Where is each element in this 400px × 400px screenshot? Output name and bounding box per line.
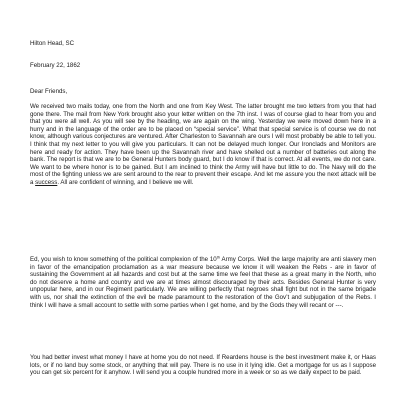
paragraph-2-text-b: Army Corps. Well the large majority are anti slavery men in favor of the emancipation proclamation as a war measure because we know it will weaken the Rebs - are in favor of sustaining the Government at all hazards and cost but at the same time we feel that these as a great many in the North, who do not deserve a home and country and we are at times almost discouraged by their acts. Besides General Hunter is very unpopular here, and in our Regiment particularly. We are willing perfectly that negroes shall fight but not in the same brigade with us, nor shall the extinction of the evil be made paramount to the restoration of the Gov’t and subjugation of the Rebs. I think I will have a small account to settle with some parties when I get home, and by the Gods they will recant or ---. — [30, 256, 376, 309]
letter-date: February 22, 1862 — [30, 62, 81, 69]
ordinal-suffix: th — [216, 254, 221, 260]
paragraph-2 — [30, 256, 376, 309]
paragraph-3: You had better invest what money I have at home you do not need. If Reardens house is the best investment make it, or Haas lots, or if no land buy some stock, or anything that will pay. There is no use in it lying idle. Get a mortgage for us as I suppose you can get six percent for it anyhow. I will send you a couple hundred more in a week or so as we daily expect to be paid. — [30, 354, 376, 377]
letter-place: Hilton Head, SC — [30, 40, 75, 47]
paragraph-1 — [30, 103, 376, 187]
letter-salutation: Dear Friends, — [30, 88, 68, 95]
underlined-word: success — [35, 178, 58, 186]
paragraph-2-text-a: Ed, you wish to know something of the political complexion of the 10 — [30, 256, 217, 263]
paragraph-1-text-a: We received two mails today, one from the North and one from Key West. The latter brought me two letters from you that had gone there. The mail from New York brought also your letter written on the 7th inst. I was of course glad to hear from you and that you were all well. As you will see by the heading, we are again on the wing. Yesterday we were moved down here in a hurry and in the language of the order are to be placed on “special service”. What that special service is of course we do not know, although various conjectures are ventured. After Charleston to Savannah are ours I will most probably be able to tell you. I think that my next letter to you will give you particulars. It can not be delayed much longer. Our Ironclads and Monitors are here and ready for action. They have been up the Savannah river and have shelled out a number of batteries out along the bank. The report is that we are to be General Hunters body guard, but I do know if that is correct. At all events, we do not care. We want to be where honor is to be gained. But I am inclined to think the Army will have but little to do. The Navy will do the most of the fighting unless we are sent around to the rear to prevent their escape. And let me assure you the next attack will be a — [30, 103, 376, 186]
paragraph-1-text-b: . All are confident of winning, and I believe we will. — [57, 178, 194, 186]
